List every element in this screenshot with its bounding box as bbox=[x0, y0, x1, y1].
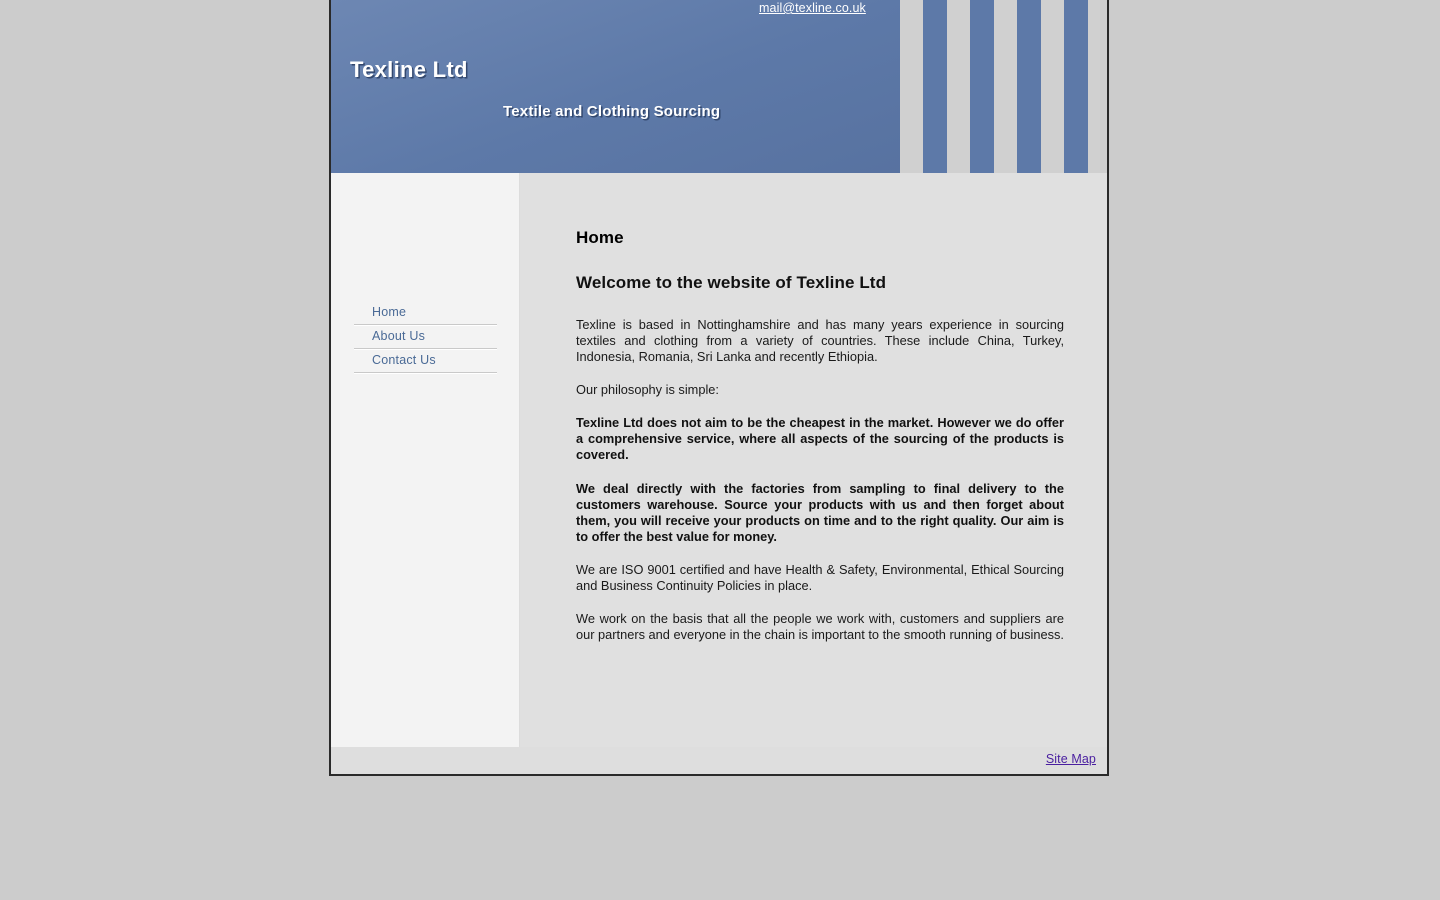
paragraph-partnership: We work on the basis that all the people we work with, customers and suppliers are our partners and everyone in the chain is important to the smooth running of business. bbox=[576, 611, 1064, 643]
paragraph-intro: Texline is based in Nottinghamshire and has many years experience in sourcing textiles and clothing from a variety of countries. These include China, Turkey, Indonesia, Romania, Sri Lanka and recently Ethiopia. bbox=[576, 317, 1064, 364]
paragraph-pricing-statement: Texline Ltd does not aim to be the cheapest in the market. However we do offer a comprehensive service, where all aspects of the sourcing of the products is covered. bbox=[576, 415, 1064, 463]
sidebar-item-contact-us[interactable]: Contact Us bbox=[372, 353, 436, 367]
sitemap-link[interactable]: Site Map bbox=[1045, 752, 1096, 766]
paragraph-certification: We are ISO 9001 certified and have Health & Safety, Environmental, Ethical Sourcing and Business Continuity Policies in place. bbox=[576, 562, 1064, 594]
sidebar-item-home[interactable]: Home bbox=[372, 305, 407, 319]
paragraph-service-statement: We deal directly with the factories from sampling to final delivery to the customers warehouse. Source your products with us and then forget about them, you will receive your products on time and to the right quality. Our aim is to offer the best value for money. bbox=[576, 480, 1064, 545]
main-content bbox=[521, 173, 1107, 749]
nav-divider bbox=[354, 372, 497, 374]
paragraph-philosophy-lead: Our philosophy is simple: bbox=[576, 382, 719, 397]
site-header bbox=[331, 0, 1107, 173]
header-stripe-pattern bbox=[900, 0, 1107, 173]
site-footer bbox=[331, 747, 1107, 774]
sidebar-item-about-us[interactable]: About Us bbox=[372, 329, 426, 343]
site-brand-title: Texline Ltd bbox=[350, 57, 468, 82]
main-navigation bbox=[354, 302, 497, 374]
welcome-heading: Welcome to the website of Texline Ltd bbox=[576, 273, 887, 292]
page-title: Home bbox=[576, 228, 624, 247]
website-page bbox=[329, 0, 1109, 776]
page-body bbox=[331, 173, 1107, 749]
email-link[interactable]: mail@texline.co.uk bbox=[759, 1, 866, 15]
sidebar bbox=[331, 173, 520, 749]
site-tagline: Textile and Clothing Sourcing bbox=[503, 103, 721, 120]
